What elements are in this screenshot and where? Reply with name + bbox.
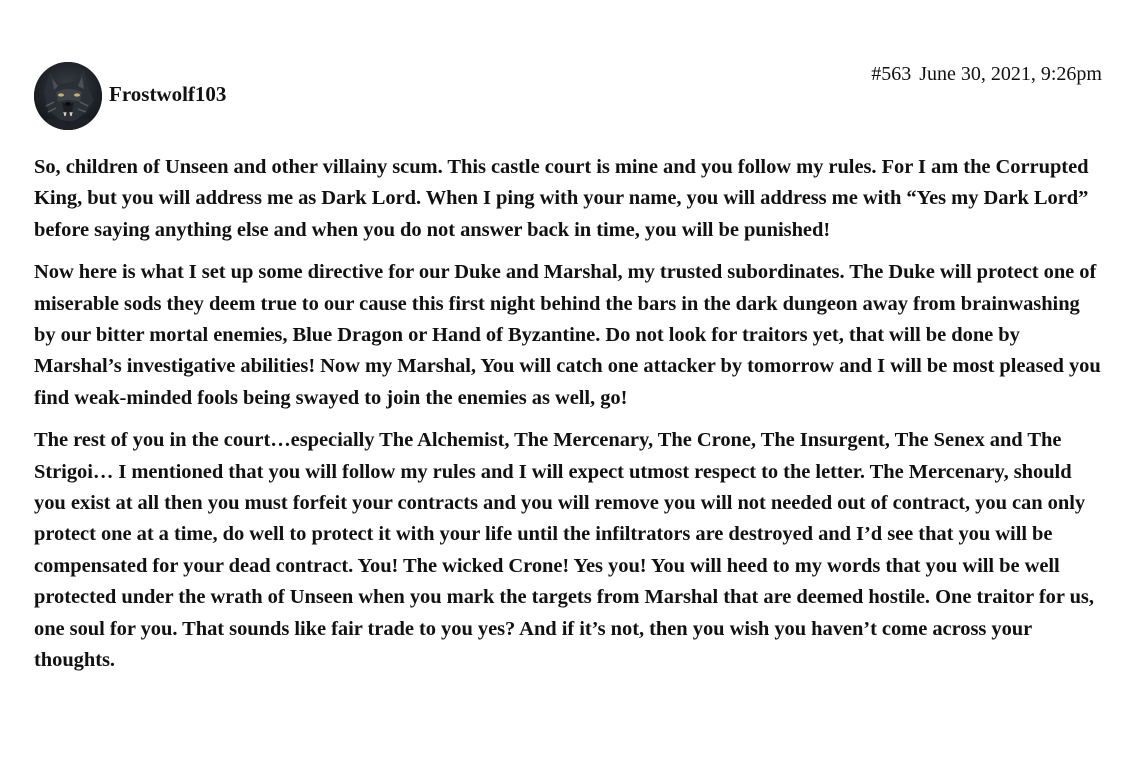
- author-username[interactable]: Frostwolf103: [109, 82, 227, 106]
- post-number[interactable]: #563: [871, 63, 912, 85]
- post-body: [34, 152, 1106, 688]
- post-header: [34, 62, 1104, 130]
- avatar[interactable]: [34, 62, 102, 130]
- post-timestamp[interactable]: June 30, 2021, 9:26pm: [919, 63, 1102, 85]
- wolf-avatar-icon: [34, 62, 102, 130]
- post-paragraph: The rest of you in the court…especially The Alchemist, The Mercenary, The Crone, The Insurgent, The Senex and The Strigoi… I mentioned that you will follow my rules and I will expect utmost respect to the letter. The Mercenary, should you exist at all then you must forfeit your contracts and you will remove you will not needed out of contract, you can only protect one at a time, do well to protect it with your life until the infiltrators are destroyed and I’d see that you will be compensated for your dead contract. You! The wicked Crone! Yes you! You will heed to my words that you will be well protected under the wrath of Unseen when you mark the targets from Marshal that are deemed hostile. One traitor for us, one soul for you. That sounds like fair trade to you yes? And if it’s not, then you wish you haven’t come across your thoughts.: [34, 429, 1094, 672]
- post-meta: [871, 63, 1102, 86]
- post-paragraph: Now here is what I set up some directive for our Duke and Marshal, my trusted subordinates. The Duke will protect one of miserable sods they deem true to our cause this first night behind the bars in the dark dungeon away from brainwashing by our bitter mortal enemies, Blue Dragon or Hand of Byzantine. Do not look for traitors yet, that will be done by Marshal’s investigative abilities! Now my Marshal, You will catch one attacker by tomorrow and I will be most pleased you find weak-minded fools being swayed to join the enemies as well, go!: [34, 261, 1101, 409]
- post-paragraph: So, children of Unseen and other villainy scum. This castle court is mine and you follow my rules. For I am the Corrupted King, but you will address me as Dark Lord. When I ping with your name, you will address me with “Yes my Dark Lord” before saying anything else and when you do not answer back in time, you will be punished!: [34, 156, 1089, 241]
